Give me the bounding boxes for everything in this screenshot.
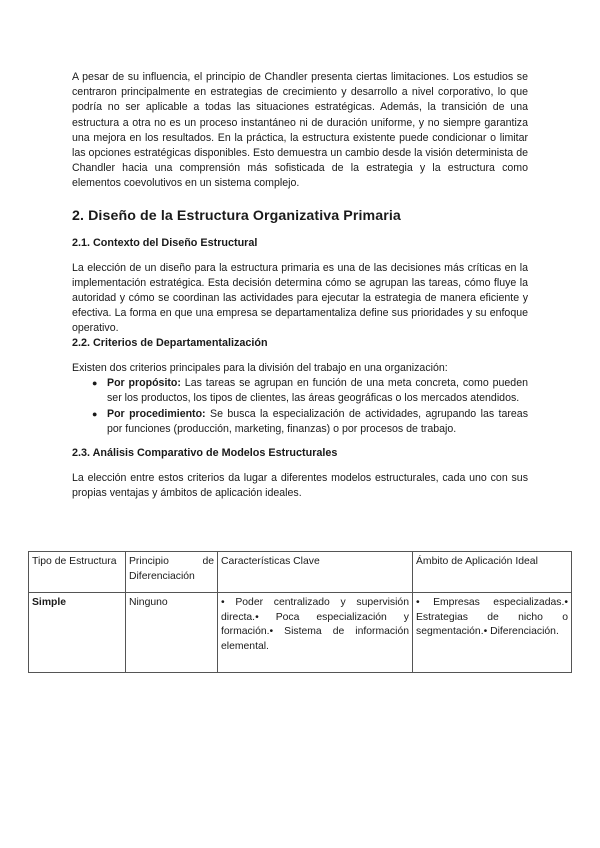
intro-paragraph: A pesar de su influencia, el principio de Chandler presenta ciertas limitaciones. Los estudios se centraron principalmente en estrategias de crecimiento y desarrollo a nivel corporativo, lo que podría no ser aplicable a todas las situaciones estratégicas. Además, la transición de una estructura a otra no es un proceso instantáneo ni de duración uniforme, y no siempre garantiza una mejora en los resultados. En la práctica, la estructura existente puede condicionar o limitar las opciones estratégicas disponibles. Esto demuestra un cambio desde la visión determinista de Chandler hacia una comprensión más sofisticada de la estrategia y la estructura como elementos coevolutivos en un sistema complejo. bbox=[72, 71, 528, 190]
table-header-cell: Características Clave bbox=[218, 552, 413, 593]
table-cell: • Poder centralizado y supervisión directa.• Poca especialización y formación.• Sistema de información elemental. bbox=[218, 593, 413, 673]
section-2-heading: 2. Diseño de la Estructura Organizativa Primaria bbox=[72, 207, 401, 224]
bullet-term: Por procedimiento: bbox=[107, 408, 206, 421]
structure-comparison-table bbox=[28, 551, 572, 673]
table-header-cell: Principio de Diferenciación bbox=[126, 552, 218, 593]
bullet-term: Por propósito: bbox=[107, 376, 181, 389]
criteria-list bbox=[72, 376, 528, 438]
bullet-icon: ● bbox=[92, 377, 98, 388]
list-item bbox=[92, 376, 528, 406]
bullet-text: Se busca la especialización de actividades, agrupando las tareas por funciones (producción, marketing, finanzas) o por procesos de trabajo. bbox=[107, 408, 528, 436]
section-2-2-paragraph: Existen dos criterios principales para la división del trabajo en una organización: bbox=[72, 361, 448, 374]
table-cell: Simple bbox=[29, 593, 126, 673]
list-item bbox=[92, 407, 528, 437]
section-2-3-heading: 2.3. Análisis Comparativo de Modelos Estructurales bbox=[72, 446, 338, 459]
table-cell: • Empresas especializadas.• Estrategias de nicho o segmentación.• Diferenciación. bbox=[413, 593, 572, 673]
table-header-cell: Tipo de Estructura bbox=[29, 552, 126, 593]
bullet-icon: ● bbox=[92, 409, 98, 420]
table-cell: Ninguno bbox=[126, 593, 218, 673]
table-header-row bbox=[29, 552, 572, 593]
bullet-text: Las tareas se agrupan en función de una meta concreta, como pueden ser los productos, los tipos de clientes, las áreas geográficas o los mercados atendidos. bbox=[107, 376, 528, 405]
table-row bbox=[29, 593, 572, 673]
table-header-cell: Ámbito de Aplicación Ideal bbox=[413, 552, 572, 593]
section-2-1-paragraph: La elección de un diseño para la estructura primaria es una de las decisiones más críticas en la implementación estratégica. Esta decisión determina cómo se agrupan las tareas, cómo fluye la autoridad y cómo se coordinan las actividades para ejecutar la estrategia de manera eficiente y efectiva. La forma en que una empresa se departamentaliza define sus prioridades y su enfoque operativo. bbox=[72, 261, 528, 335]
section-2-2-heading: 2.2. Criterios de Departamentalización bbox=[72, 336, 268, 349]
section-2-1-heading: 2.1. Contexto del Diseño Estructural bbox=[72, 236, 258, 249]
document-page bbox=[72, 70, 528, 501]
section-2-3-paragraph: La elección entre estos criterios da lugar a diferentes modelos estructurales, cada uno con sus propias ventajas y ámbitos de aplicación ideales. bbox=[72, 471, 528, 499]
